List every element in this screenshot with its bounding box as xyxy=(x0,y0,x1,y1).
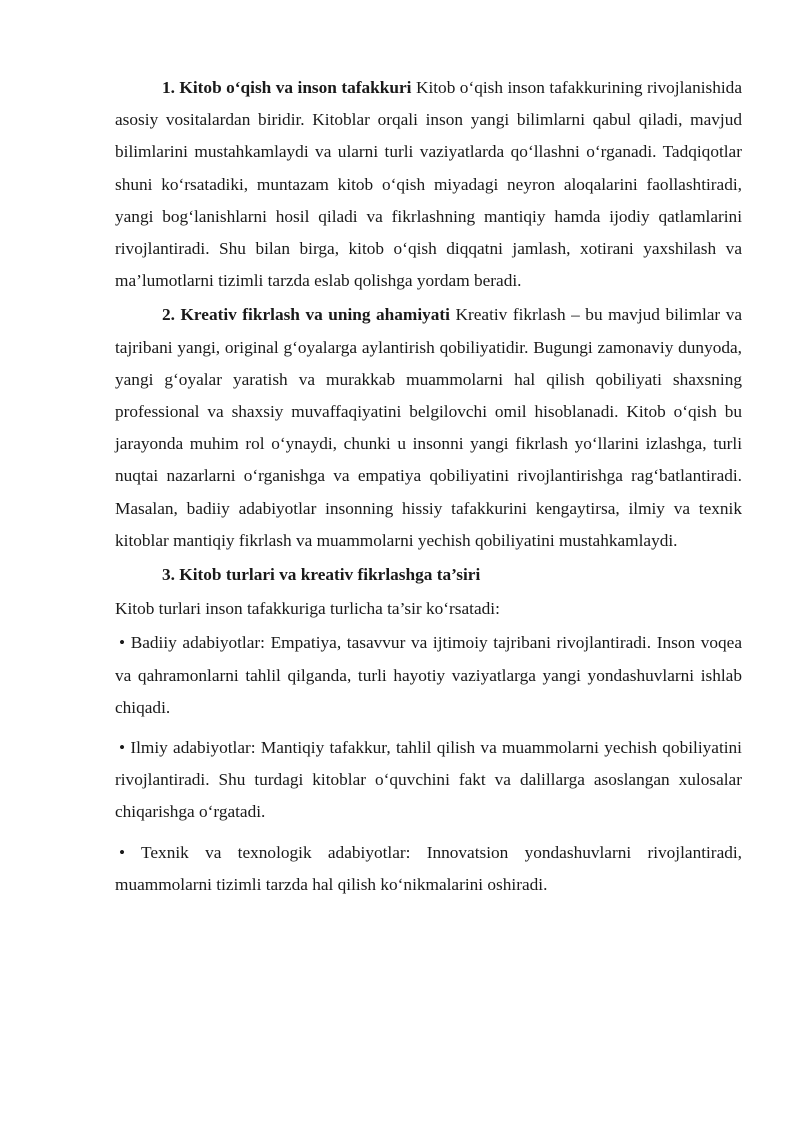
document-page xyxy=(115,72,742,901)
section-2-body: Kreativ fikrlash – bu mavjud bilimlar va tajribani yangi, original g‘oyalarga aylantirish qobiliyatidir. Bugungi zamonaviy dunyoda, yangi g‘oyalar yaratish va murakkab muammolarni hal qilish qobiliyati shaxsning professional va shaxsiy muvaffaqiyatini belgilovchi omil hisoblanadi. Kitob o‘qish bu jarayonda muhim rol o‘ynaydi, chunki u insonni yangi fikrlash yo‘llarini izlashga, turli nuqtai nazarlarni o‘rganishga va empatiya qobiliyatini rivojlantirishga rag‘batlantiradi. Masalan, badiiy adabiyotlar insonning hissiy tafakkurini kengaytirsa, ilmiy va texnik kitoblar mantiqiy fikrlash va muammolarni yechish qobiliyatini mustahkamlaydi. xyxy=(115,305,743,550)
section-3-heading-paragraph xyxy=(115,559,742,591)
section-1-heading: 1. Kitob o‘qish va inson tafakkuri xyxy=(162,78,412,97)
section-1-body: Kitob o‘qish inson tafakkurining rivojlanishida asosiy vositalardan biridir. Kitoblar orqali inson yangi bilimlarni qabul qiladi, mavjud bilimlarini mustahkamlaydi va ularni turli vaziyatlarda qo‘llashni o‘rganadi. Tadqiqotlar shuni ko‘rsatadiki, muntazam kitob o‘qish miyadagi neyron aloqalarini faollashtiradi, yangi bog‘lanishlarni hosil qiladi va fikrlashning mantiqiy hamda ijodiy qatlamlarini rivojlantiradi. Shu bilan birga, kitob o‘qish diqqatni jamlash, xotirani yaxshilash va ma’lumotlarni tizimli tarzda eslab qolishga yordam beradi. xyxy=(115,78,742,291)
section-2-heading: 2. Kreativ fikrlash va uning ahamiyati xyxy=(162,305,450,325)
section-2-paragraph xyxy=(115,299,742,557)
bullet-item-texnik: • Texnik va texnologik adabiyotlar: Innovatsion yondashuvlarni rivojlantiradi, muammolarni tizimli tarzda hal qilish ko‘nikmalarini oshiradi. xyxy=(115,842,742,894)
section-3-heading: 3. Kitob turlari va kreativ fikrlashga ta’siri xyxy=(162,565,481,585)
bullet-item-badiiy: • Badiiy adabiyotlar: Empatiya, tasavvur va ijtimoiy tajribani rivojlantiradi. Inson voqea va qahramonlarni tahlil qilganda, turli hayotiy vaziyatlarga yangi yondashuvlarni ishlab chiqadi. xyxy=(115,633,742,717)
bullet-item-ilmiy: • Ilmiy adabiyotlar: Mantiqiy tafakkur, tahlil qilish va muammolarni yechish qobiliyatini rivojlantiradi. Shu turdagi kitoblar o‘quvchini fakt va dalillarga asoslangan xulosalar chiqarishga o‘rgatadi. xyxy=(115,738,742,822)
section-1-paragraph xyxy=(115,72,742,297)
section-3-intro: Kitob turlari inson tafakkuriga turlicha ta’sir ko‘rsatadi: xyxy=(115,599,500,619)
